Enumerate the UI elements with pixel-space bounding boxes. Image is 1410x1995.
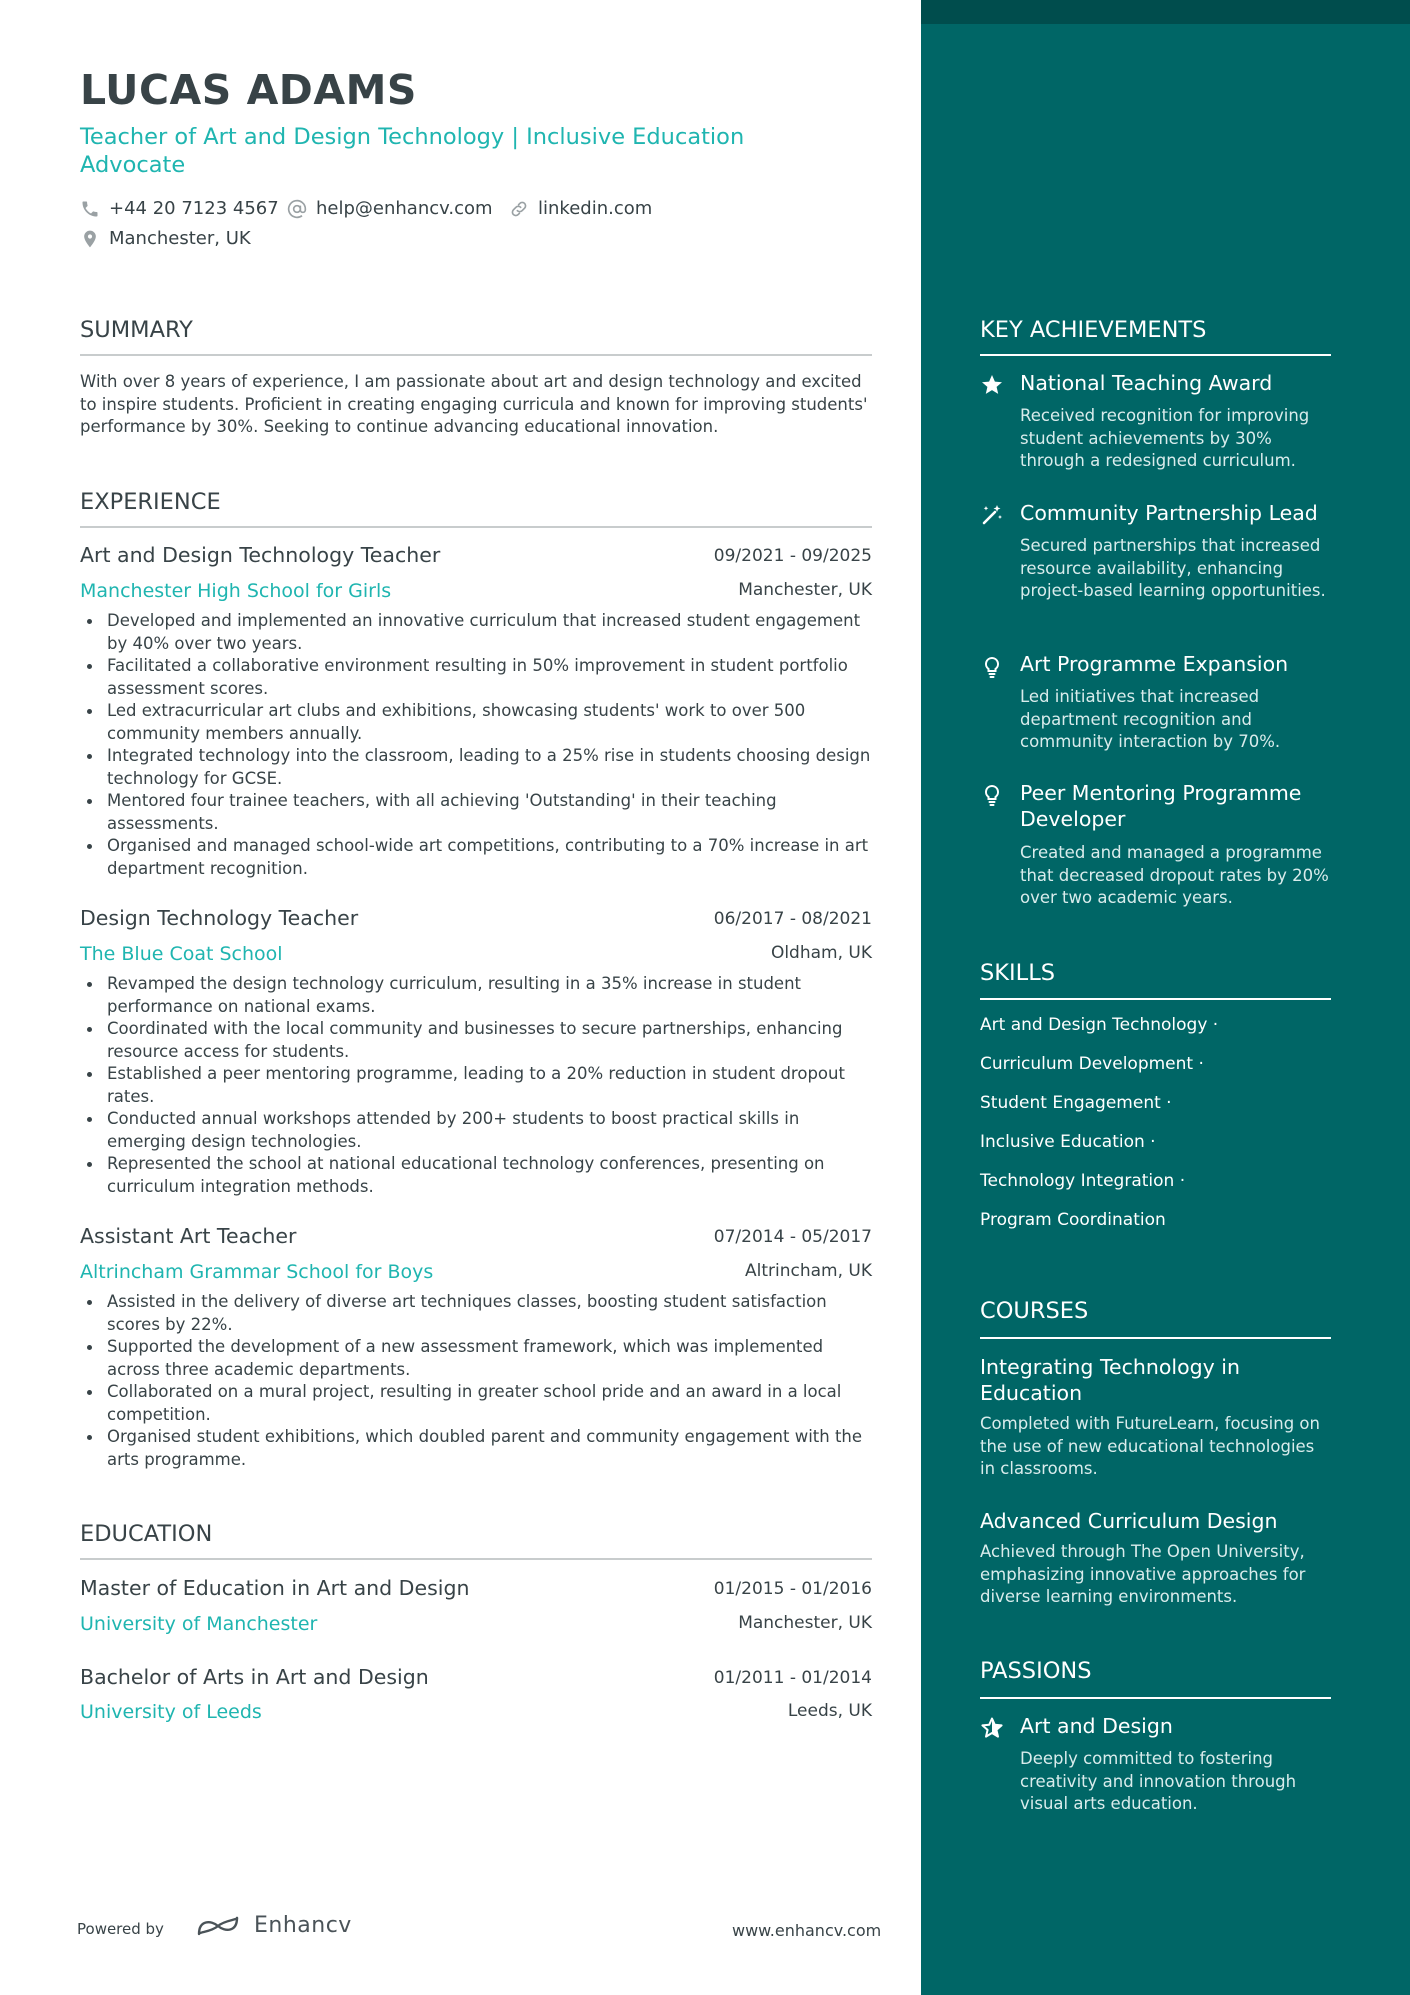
degree-dates: 01/2011 - 01/2014 xyxy=(713,1668,872,1688)
achievement-desc: Received recognition for improving student achievements by 30% through a redesigned curriculum. xyxy=(1020,406,1310,470)
achievement-title: Art Programme Expansion xyxy=(1020,652,1289,676)
course-title: Advanced Curriculum Design xyxy=(980,1509,1278,1533)
passion-desc: Deeply committed to fostering creativity and innovation through visual arts education. xyxy=(1020,1749,1297,1813)
achievement-title: National Teaching Award xyxy=(1020,371,1273,395)
school-name[interactable]: University of Manchester xyxy=(80,1613,318,1635)
phone-icon xyxy=(80,199,100,219)
job-bullet: Developed and implemented an innovative curriculum that increased student engagement by 40% over two years. xyxy=(80,610,872,655)
job-bullet: Conducted annual workshops attended by 200+ students to boost practical skills in emerging design technologies. xyxy=(80,1108,872,1153)
summary-text: With over 8 years of experience, I am passionate about art and design technology and excited to inspire students. Proficient in creating engaging curricula and known for improving students' performance by 30%. Seeking to continue advancing educational innovation. xyxy=(80,372,868,436)
star-icon xyxy=(980,373,1004,397)
experience-divider xyxy=(80,526,872,528)
job-bullet: Mentored four trainee teachers, with all achieving 'Outstanding' in their teaching assessments. xyxy=(80,790,872,835)
lightbulb-icon xyxy=(980,783,1004,807)
lightbulb-icon xyxy=(980,655,1004,679)
job-dates: 09/2021 - 09/2025 xyxy=(713,546,872,566)
education-divider xyxy=(80,1558,872,1560)
achievements-heading: KEY ACHIEVEMENTS xyxy=(980,317,1207,343)
job-organization[interactable]: The Blue Coat School xyxy=(80,943,283,965)
skill-item: Program Coordination xyxy=(980,1210,1166,1230)
magic-wand-icon xyxy=(980,503,1004,527)
job-bullet: Organised student exhibitions, which doubled parent and community engagement with the arts programme. xyxy=(80,1426,872,1471)
job-bullet: Organised and managed school-wide art competitions, contributing to a 70% increase in art department recognition. xyxy=(80,835,872,880)
job-dates: 06/2017 - 08/2021 xyxy=(713,909,872,929)
skill-item: Technology Integration · xyxy=(980,1171,1186,1191)
school-name[interactable]: University of Leeds xyxy=(80,1701,262,1723)
school-location: Leeds, UK xyxy=(787,1701,872,1721)
job-dates: 07/2014 - 05/2017 xyxy=(713,1227,872,1247)
job-organization[interactable]: Manchester High School for Girls xyxy=(80,580,392,602)
skill-item: Inclusive Education · xyxy=(980,1132,1156,1152)
job-location: Oldham, UK xyxy=(770,943,872,963)
education-heading: EDUCATION xyxy=(80,1521,213,1547)
courses-divider xyxy=(980,1337,1331,1339)
job-bullet: Supported the development of a new assessment framework, which was implemented across three academic departments. xyxy=(80,1336,872,1381)
job-title: Art and Design Technology Teacher xyxy=(80,543,441,567)
job-bullet: Collaborated on a mural project, resulting in greater school pride and an award in a local competition. xyxy=(80,1381,872,1426)
enhancv-brand: Enhancv xyxy=(254,1913,352,1938)
course-desc: Completed with FutureLearn, focusing on the use of new educational technologies in classrooms. xyxy=(980,1414,1320,1478)
job-bullet: Assisted in the delivery of diverse art techniques classes, boosting student satisfaction scores by 22%. xyxy=(80,1291,872,1336)
degree-dates: 01/2015 - 01/2016 xyxy=(713,1579,872,1599)
skill-item: Curriculum Development · xyxy=(980,1054,1204,1074)
location-text: Manchester, UK xyxy=(109,228,251,249)
job-bullet: Integrated technology into the classroom, leading to a 25% rise in students choosing design technology for GCSE. xyxy=(80,745,872,790)
skills-heading: SKILLS xyxy=(980,960,1056,986)
achievements-divider xyxy=(980,354,1331,356)
sidebar-top-band xyxy=(921,0,1410,24)
courses-heading: COURSES xyxy=(980,1298,1089,1324)
job-location: Manchester, UK xyxy=(738,580,872,600)
powered-by-label: Powered by xyxy=(77,1920,164,1938)
phone-text: +44 20 7123 4567 xyxy=(109,198,279,219)
experience-heading: EXPERIENCE xyxy=(80,489,221,515)
achievement-title: Peer Mentoring Programme Developer xyxy=(1020,781,1302,831)
job-bullets xyxy=(80,610,872,880)
linkedin-text: linkedin.com xyxy=(538,198,653,219)
job-bullet: Established a peer mentoring programme, leading to a 20% reduction in student dropout rates. xyxy=(80,1063,872,1108)
degree-title: Bachelor of Arts in Art and Design xyxy=(80,1665,429,1689)
job-bullets xyxy=(80,973,872,1198)
job-bullet: Revamped the design technology curriculum, resulting in a 35% increase in student performance on national exams. xyxy=(80,973,872,1018)
course-desc: Achieved through The Open University, emphasizing innovative approaches for diverse learning environments. xyxy=(980,1542,1306,1606)
passions-divider xyxy=(980,1697,1331,1699)
skill-item: Student Engagement · xyxy=(980,1093,1172,1113)
achievement-title: Community Partnership Lead xyxy=(1020,501,1318,525)
job-bullet: Facilitated a collaborative environment resulting in 50% improvement in student portfolio assessment scores. xyxy=(80,655,872,700)
summary-heading: SUMMARY xyxy=(80,317,193,343)
link-icon xyxy=(509,199,529,219)
star-outline-icon xyxy=(980,1716,1004,1740)
skill-item: Art and Design Technology · xyxy=(980,1015,1219,1035)
achievement-desc: Created and managed a programme that decreased dropout rates by 20% over two academic years. xyxy=(1020,843,1329,907)
job-bullet: Led extracurricular art clubs and exhibitions, showcasing students' work to over 500 community members annually. xyxy=(80,700,872,745)
job-location: Altrincham, UK xyxy=(744,1261,872,1281)
degree-title: Master of Education in Art and Design xyxy=(80,1576,470,1600)
at-sign-icon xyxy=(287,199,307,219)
job-organization[interactable]: Altrincham Grammar School for Boys xyxy=(80,1261,434,1283)
school-location: Manchester, UK xyxy=(738,1613,872,1633)
skills-divider xyxy=(980,998,1331,1000)
course-title: Integrating Technology in Education xyxy=(980,1355,1240,1405)
job-title: Assistant Art Teacher xyxy=(80,1224,297,1248)
summary-divider xyxy=(80,354,872,356)
candidate-name: LUCAS ADAMS xyxy=(80,66,417,114)
footer-url[interactable]: www.enhancv.com xyxy=(732,1921,882,1940)
enhancv-logo-icon xyxy=(195,1912,241,1940)
achievement-desc: Secured partnerships that increased resource availability, enhancing project-based learning opportunities. xyxy=(1020,536,1326,600)
passions-heading: PASSIONS xyxy=(980,1658,1092,1684)
job-bullet: Represented the school at national educational technology conferences, presenting on curriculum integration methods. xyxy=(80,1153,872,1198)
achievement-desc: Led initiatives that increased department recognition and community interaction by 70%. xyxy=(1020,687,1281,751)
job-bullets xyxy=(80,1291,872,1471)
location-pin-icon xyxy=(80,229,100,249)
passion-title: Art and Design xyxy=(1020,1714,1173,1738)
email-text: help@enhancv.com xyxy=(316,198,493,219)
job-title: Design Technology Teacher xyxy=(80,906,359,930)
job-bullet: Coordinated with the local community and businesses to secure partnerships, enhancing resource access for students. xyxy=(80,1018,872,1063)
candidate-title: Teacher of Art and Design Technology | Inclusive Education Advocate xyxy=(80,124,745,178)
